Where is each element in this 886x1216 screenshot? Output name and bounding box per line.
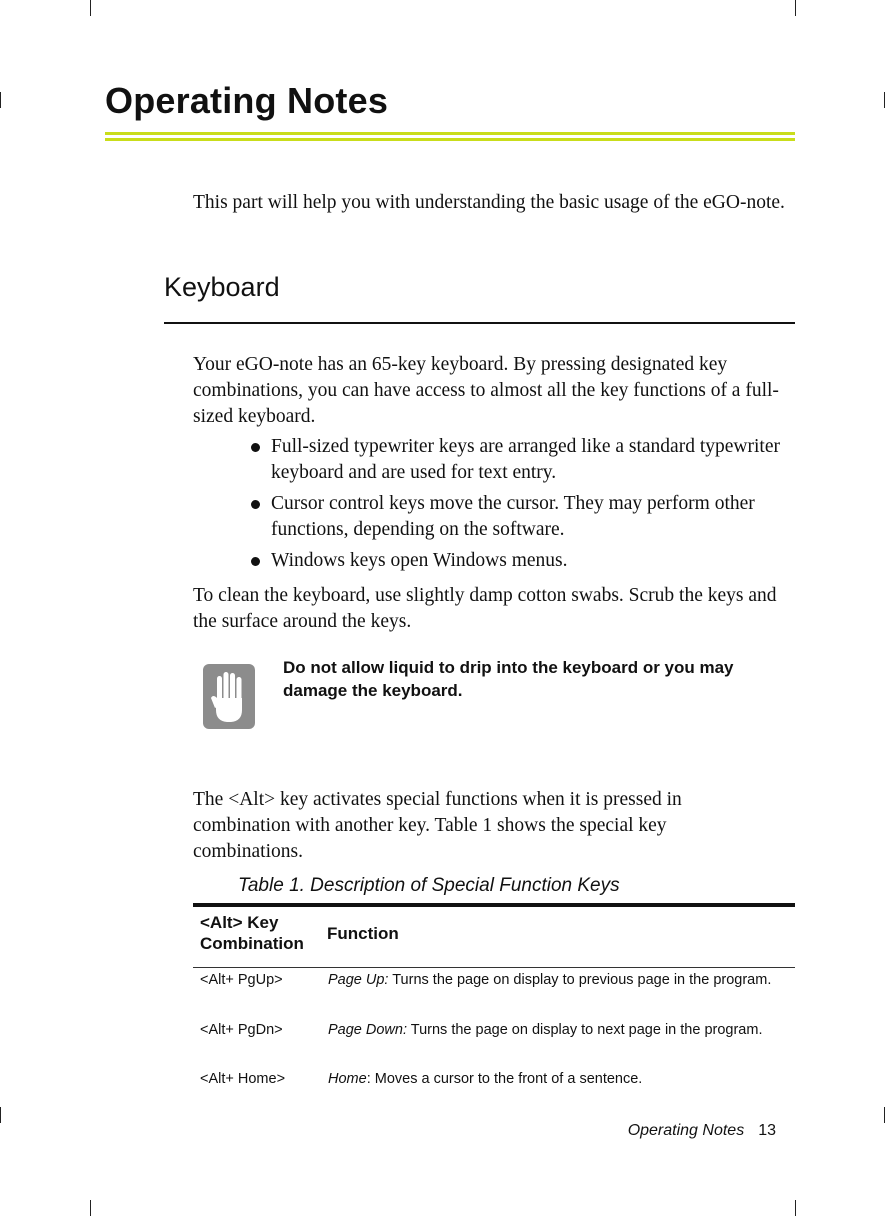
section-rule: [164, 322, 795, 324]
bullet-list: [245, 434, 795, 579]
page-footer: [628, 1122, 776, 1140]
crop-mark: [0, 92, 1, 108]
crop-mark: [90, 1200, 91, 1216]
table-header-rule: [193, 967, 795, 968]
list-item: Windows keys open Windows menus.: [245, 548, 795, 574]
list-item: Cursor control keys move the cursor. They may perform other functions, depending on the software.: [245, 491, 795, 543]
table-cell-key: <Alt+ Home>: [200, 1071, 286, 1087]
table-cell-key: <Alt+ PgDn>: [200, 1022, 283, 1038]
page-title: Operating Notes: [105, 80, 389, 121]
table-cell-function: Page Up: Turns the page on display to previous page in the program.: [328, 972, 772, 988]
cleaning-paragraph: To clean the keyboard, use slightly damp cotton swabs. Scrub the keys and the surface around the keys.: [193, 585, 777, 632]
section-heading: Keyboard: [164, 272, 280, 302]
stop-hand-icon: [203, 664, 255, 729]
bullet-icon: [251, 500, 260, 509]
title-rule-top: [105, 132, 795, 135]
table-top-rule: [193, 903, 795, 907]
crop-mark: [0, 1107, 1, 1123]
list-item: Full-sized typewriter keys are arranged like a standard typewriter keyboard and are used for text entry.: [245, 434, 795, 486]
table-cell-function: Page Down: Turns the page on display to next page in the program.: [328, 1022, 763, 1038]
table-header-function: Function: [327, 924, 399, 943]
keyboard-paragraph: Your eGO-note has an 65-key keyboard. By pressing designated key combinations, you can have access to almost all the key functions of a full-sized keyboard.: [193, 354, 779, 427]
intro-paragraph: This part will help you with understanding the basic usage of the eGO-note.: [193, 192, 785, 213]
bullet-icon: [251, 443, 260, 452]
bullet-icon: [251, 557, 260, 566]
crop-mark: [884, 92, 885, 108]
crop-mark: [795, 0, 796, 16]
page-number: 13: [758, 1122, 776, 1139]
crop-mark: [884, 1107, 885, 1123]
table-cell-function: Home: Moves a cursor to the front of a sentence.: [328, 1071, 643, 1087]
table-caption: Table 1. Description of Special Function Keys: [238, 875, 620, 896]
warning-text: Do not allow liquid to drip into the keyboard or you may damage the keyboard.: [283, 658, 734, 700]
footer-section-title: Operating Notes: [627, 1122, 745, 1139]
crop-mark: [795, 1200, 796, 1216]
table-cell-key: <Alt+ PgUp>: [200, 972, 283, 988]
crop-mark: [90, 0, 91, 16]
table-header-key: <Alt> Key Combination: [200, 913, 304, 953]
alt-key-paragraph: The <Alt> key activates special functions when it is pressed in combination with another key. Table 1 shows the special key combinations.: [193, 789, 682, 862]
title-rule-bottom: [105, 138, 795, 141]
